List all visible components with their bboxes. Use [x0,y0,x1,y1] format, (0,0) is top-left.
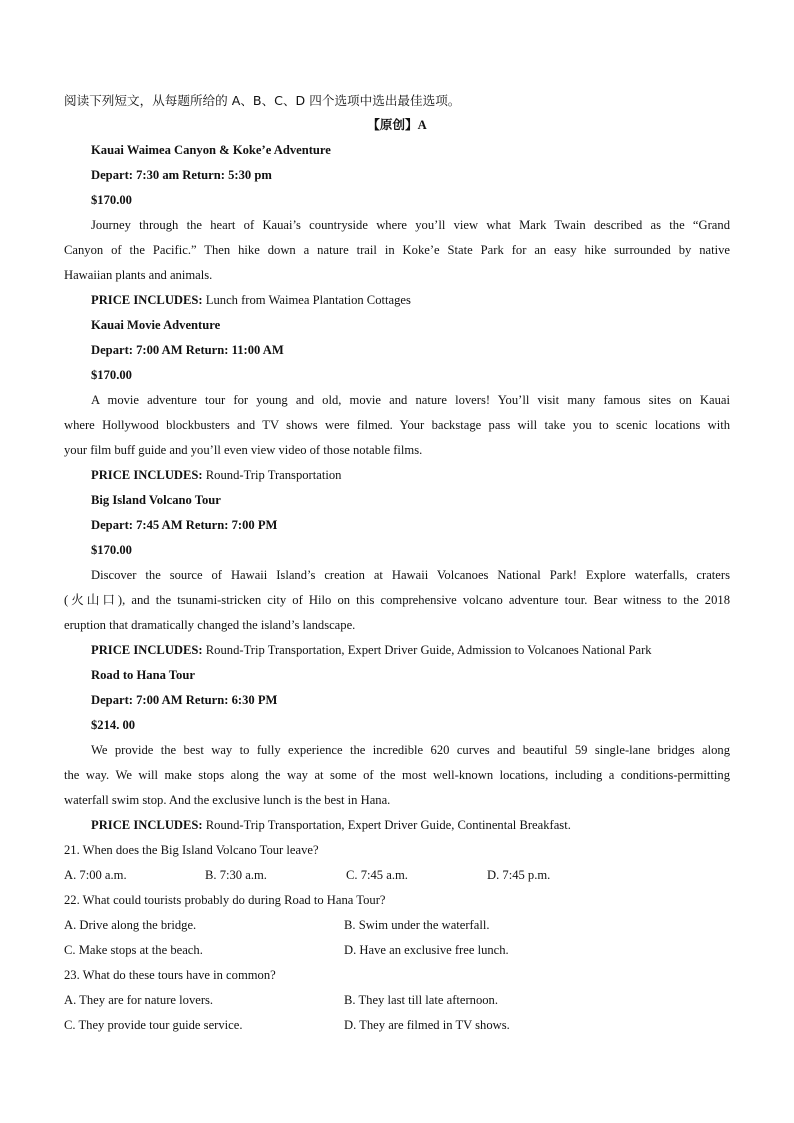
tour-description-line: Canyon of the Pacific.” Then hike down a nature trail in Koke’e State Park for an easy hike surrounded by native [64,243,730,257]
includes-label: PRICE INCLUDES: [91,293,203,307]
tour-depart-return: Depart: 7:00 AM Return: 11:00 AM [91,343,284,357]
section-label: 【原创】A [367,118,427,132]
answer-options [64,863,730,888]
option-d: D. Have an exclusive free lunch. [344,943,509,957]
tour-description-line: the way. We will make stops along the way at some of the most well-known locations, including a conditions-permitting [64,768,730,782]
question-stem: 22. What could tourists probably do during Road to Hana Tour? [64,893,386,907]
tour-description-line: where Hollywood blockbusters and TV shows were filmed. Your backstage pass will take you to scenic locations with [64,418,730,432]
tour-description-line: Journey through the heart of Kauai’s countryside where you’ll view what Mark Twain described as the “Grand [91,218,730,232]
tour-price: $170.00 [91,543,132,557]
answer-options [64,938,730,963]
answer-options [64,1013,730,1038]
question-stem: 21. When does the Big Island Volcano Tour leave? [64,843,319,857]
instruction-text: 阅读下列短文，从每题所给的 A、B、C、D 四个选项中选出最佳选项。 [64,93,461,108]
option-a: A. They are for nature lovers. [64,993,214,1007]
tour-name: Big Island Volcano Tour [91,493,221,507]
question-block [64,888,730,963]
includes-label: PRICE INCLUDES: [91,468,203,482]
includes-text: Round-Trip Transportation, Expert Driver Guide, Continental Breakfast. [205,818,571,832]
includes-text: Round-Trip Transportation, Expert Driver Guide, Admission to Volcanoes National Park [205,643,652,657]
question-block [64,838,730,888]
answer-options [64,913,730,938]
tour-block [64,663,730,838]
tour-price: $170.00 [91,368,132,382]
includes-label: PRICE INCLUDES: [91,818,203,832]
tour-includes [64,288,730,313]
tour-price: $214. 00 [91,718,136,732]
tour-name: Kauai Waimea Canyon & Koke’e Adventure [91,143,331,157]
tour-description-line: A movie adventure tour for young and old, movie and nature lovers! You’ll visit many famous sites on Kauai [91,393,730,407]
tour-depart-return: Depart: 7:45 AM Return: 7:00 PM [91,518,278,532]
tour-name: Kauai Movie Adventure [91,318,221,332]
option-c: C. Make stops at the beach. [64,943,203,957]
includes-text: Lunch from Waimea Plantation Cottages [205,293,411,307]
tour-includes [64,638,730,663]
option-a: A. Drive along the bridge. [64,918,197,932]
tour-description-line: We provide the best way to fully experience the incredible 620 curves and beautiful 59 single-lane bridges along [91,743,730,757]
tour-price: $170.00 [91,193,132,207]
tour-description-line: eruption that dramatically changed the island’s landscape. [64,618,356,632]
includes-label: PRICE INCLUDES: [91,643,203,657]
includes-text: Round-Trip Transportation [205,468,342,482]
tour-block [64,313,730,488]
option-c: C. They provide tour guide service. [64,1018,243,1032]
tour-description-line: waterfall swim stop. And the exclusive lunch is the best in Hana. [64,793,391,807]
option-b: B. 7:30 a.m. [205,868,267,882]
tour-includes [64,813,730,838]
option-d: D. They are filmed in TV shows. [344,1018,510,1032]
tour-block [64,488,730,663]
tour-depart-return: Depart: 7:00 AM Return: 6:30 PM [91,693,278,707]
answer-options [64,988,730,1013]
tour-description-line: Hawaiian plants and animals. [64,268,213,282]
tour-block [64,138,730,313]
tour-description-line: (火山口), and the tsunami-stricken city of Hilo on this comprehensive volcano adventure tour. Bear witness to the 2018 [64,593,730,607]
reading-passage [64,88,730,1038]
tour-includes [64,463,730,488]
tour-description-line: your film buff guide and you’ll even view video of those notable films. [64,443,423,457]
option-b: B. Swim under the waterfall. [344,918,490,932]
tour-name: Road to Hana Tour [91,668,195,682]
question-stem: 23. What do these tours have in common? [64,968,276,982]
option-a: A. 7:00 a.m. [64,868,127,882]
tour-description-line: Discover the source of Hawaii Island’s creation at Hawaii Volcanoes National Park! Explore waterfalls, craters [91,568,730,582]
option-d: D. 7:45 p.m. [487,868,551,882]
tour-depart-return: Depart: 7:30 am Return: 5:30 pm [91,168,272,182]
option-c: C. 7:45 a.m. [346,868,408,882]
option-b: B. They last till late afternoon. [344,993,499,1007]
question-block [64,963,730,1038]
